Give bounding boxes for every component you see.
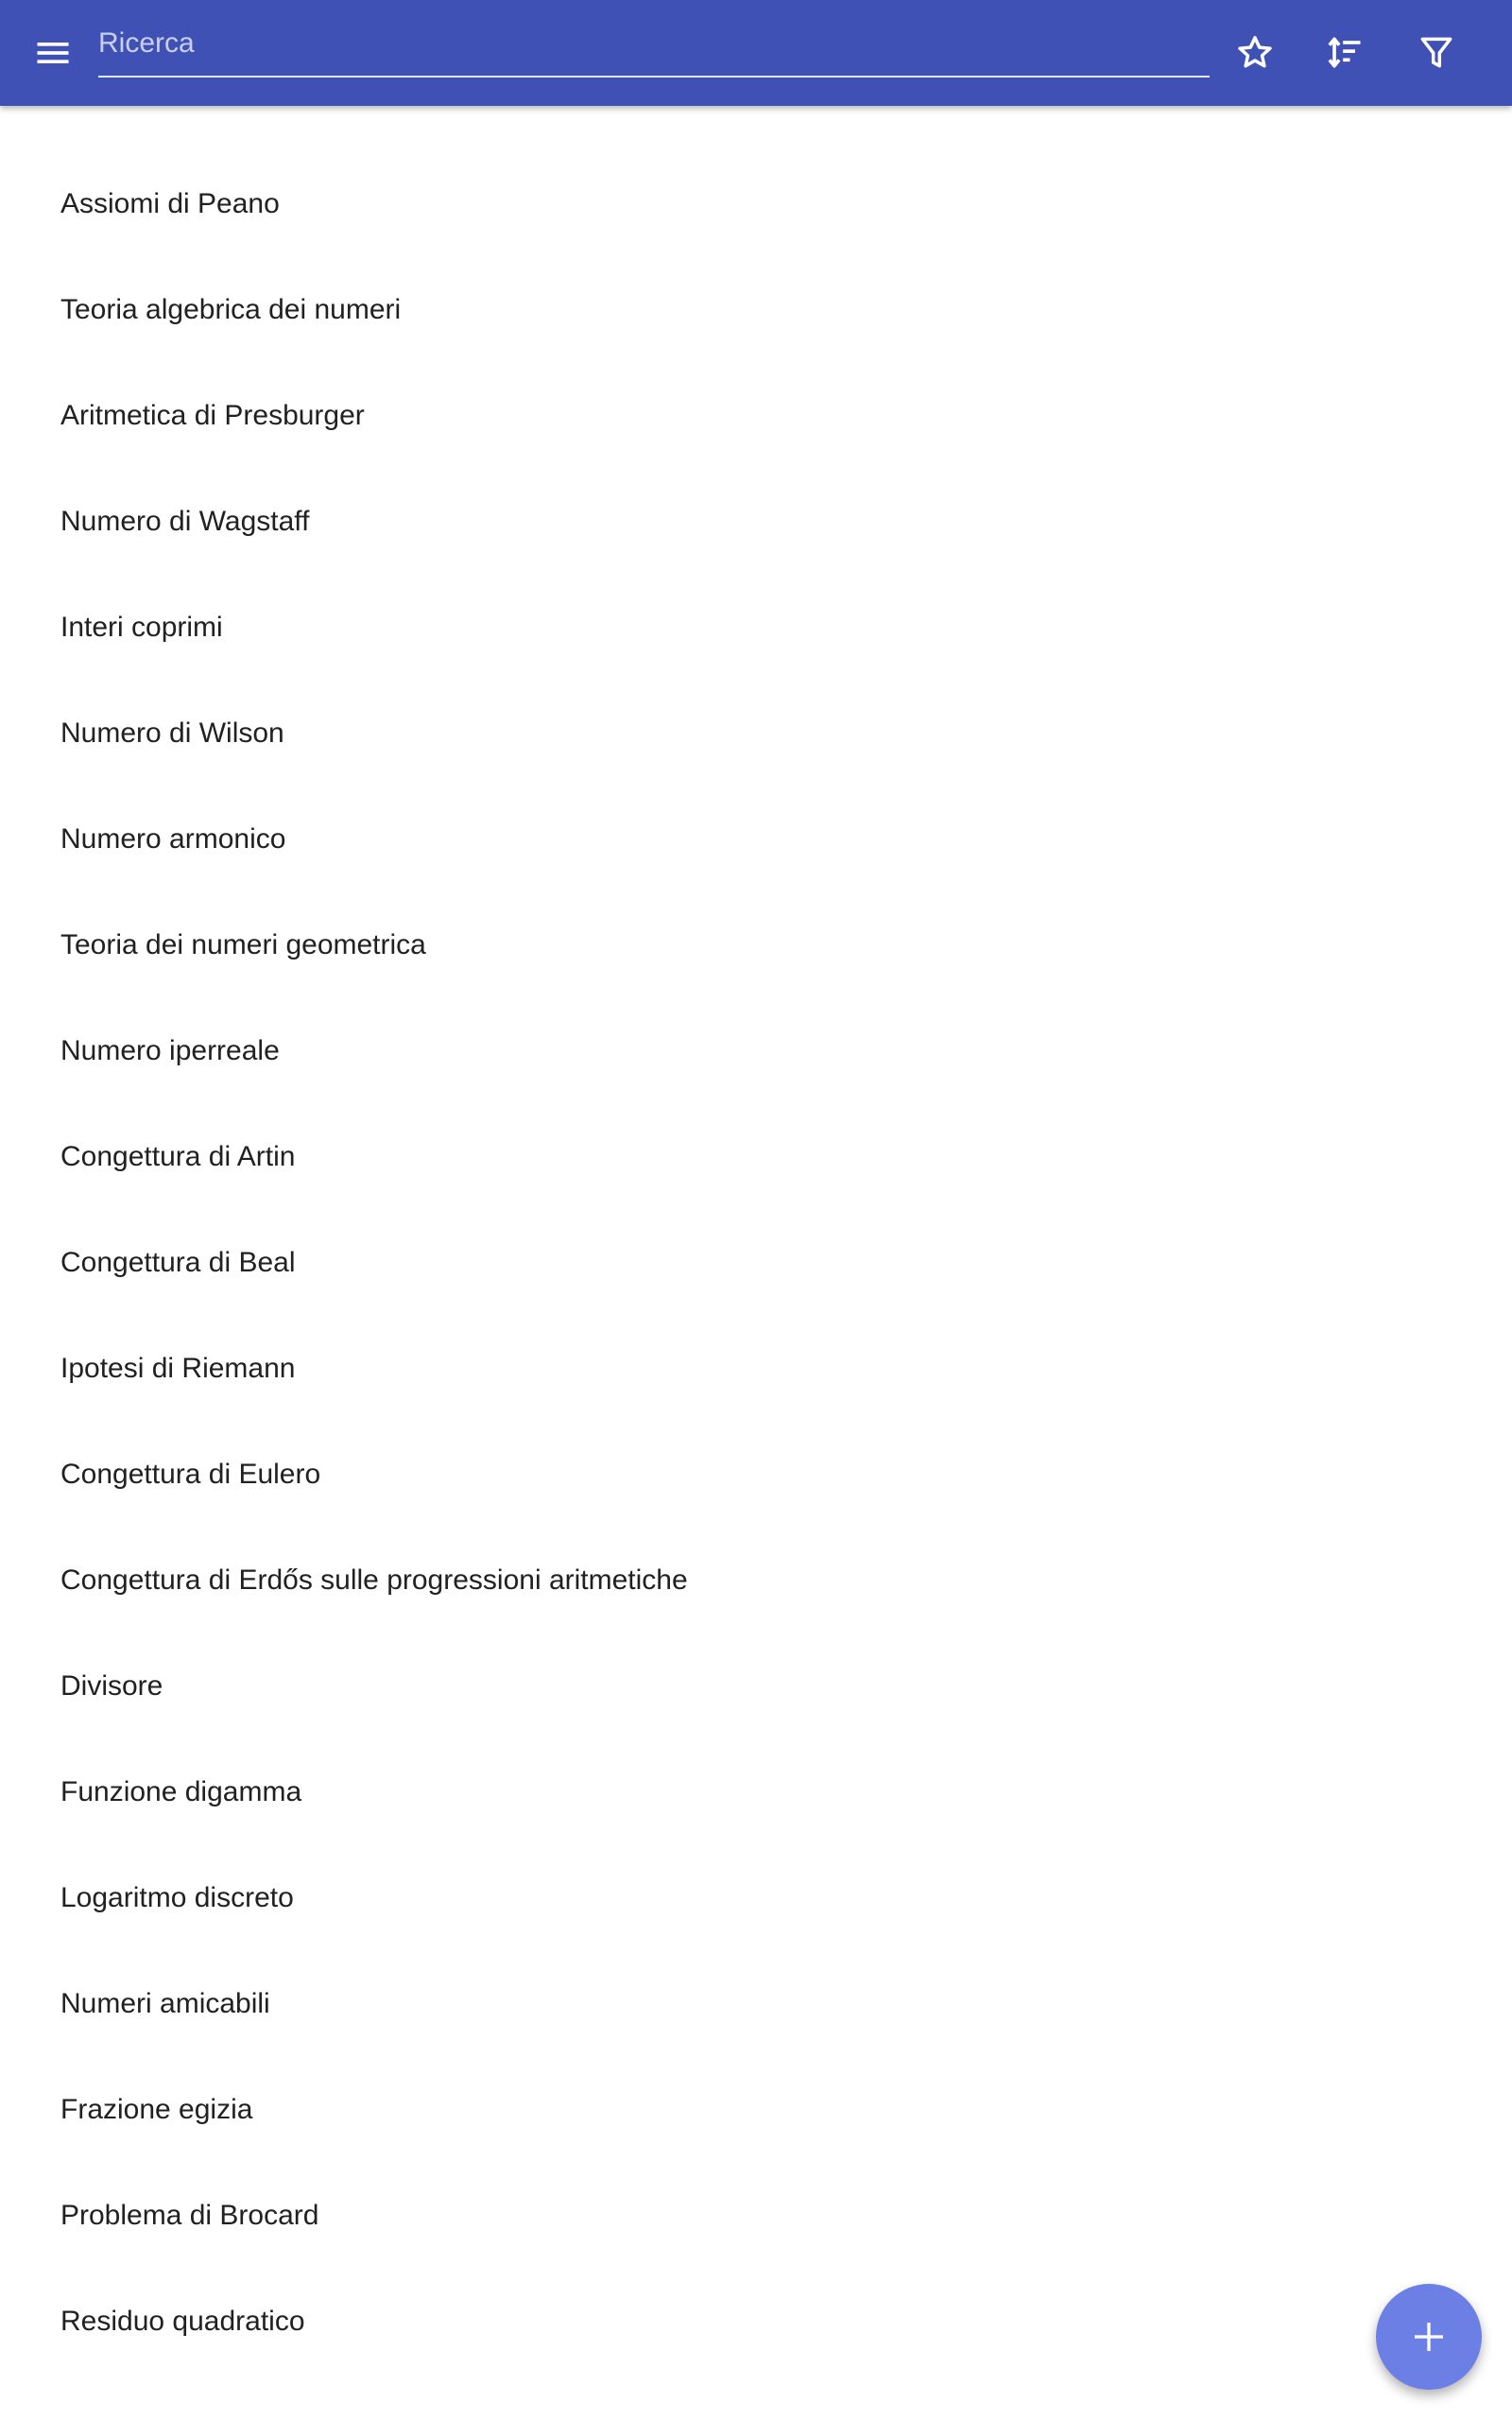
list-item[interactable]: Assiomi di Peano (60, 188, 280, 219)
list-item[interactable]: Ipotesi di Riemann (60, 1353, 296, 1384)
list-item[interactable]: Problema di Brocard (60, 2200, 319, 2231)
list-item[interactable]: Numeri amicabili (60, 1988, 270, 2019)
list-item[interactable]: Congettura di Beal (60, 1247, 296, 1278)
search-field (98, 13, 1210, 78)
list-item[interactable]: Funzione digamma (60, 1776, 302, 1807)
add-button[interactable] (1376, 2284, 1482, 2390)
list-item[interactable]: Interi coprimi (60, 612, 223, 643)
plus-icon (1410, 2318, 1448, 2356)
list-item[interactable]: Congettura di Eulero (60, 1459, 321, 1490)
list-item[interactable]: Logaritmo discreto (60, 1882, 294, 1913)
list-item[interactable]: Divisore (60, 1670, 163, 1702)
list-item[interactable]: Congettura di Erdős sulle progressioni aritmetiche (60, 1564, 688, 1596)
filter-icon (1416, 32, 1457, 74)
list-item[interactable]: Frazione egizia (60, 2094, 253, 2125)
topic-list (0, 151, 1512, 2375)
list-item[interactable]: Numero di Wilson (60, 717, 284, 749)
filter-button[interactable] (1399, 15, 1474, 91)
list-item[interactable]: Congettura di Artin (60, 1141, 296, 1172)
list-item[interactable]: Teoria dei numeri geometrica (60, 929, 426, 960)
menu-icon (32, 32, 74, 74)
menu-button[interactable] (15, 15, 91, 91)
list-item[interactable]: Numero armonico (60, 823, 286, 855)
list-item[interactable]: Numero iperreale (60, 1035, 280, 1066)
favorites-button[interactable] (1217, 15, 1293, 91)
sort-icon (1324, 32, 1366, 74)
star-icon (1234, 32, 1276, 74)
list-item[interactable]: Aritmetica di Presburger (60, 400, 365, 431)
app-bar (0, 0, 1512, 106)
list-item[interactable]: Residuo quadratico (60, 2306, 305, 2337)
search-input[interactable] (98, 13, 1210, 74)
sort-button[interactable] (1307, 15, 1383, 91)
list-item[interactable]: Teoria algebrica dei numeri (60, 294, 402, 325)
list-item[interactable]: Numero di Wagstaff (60, 506, 310, 537)
